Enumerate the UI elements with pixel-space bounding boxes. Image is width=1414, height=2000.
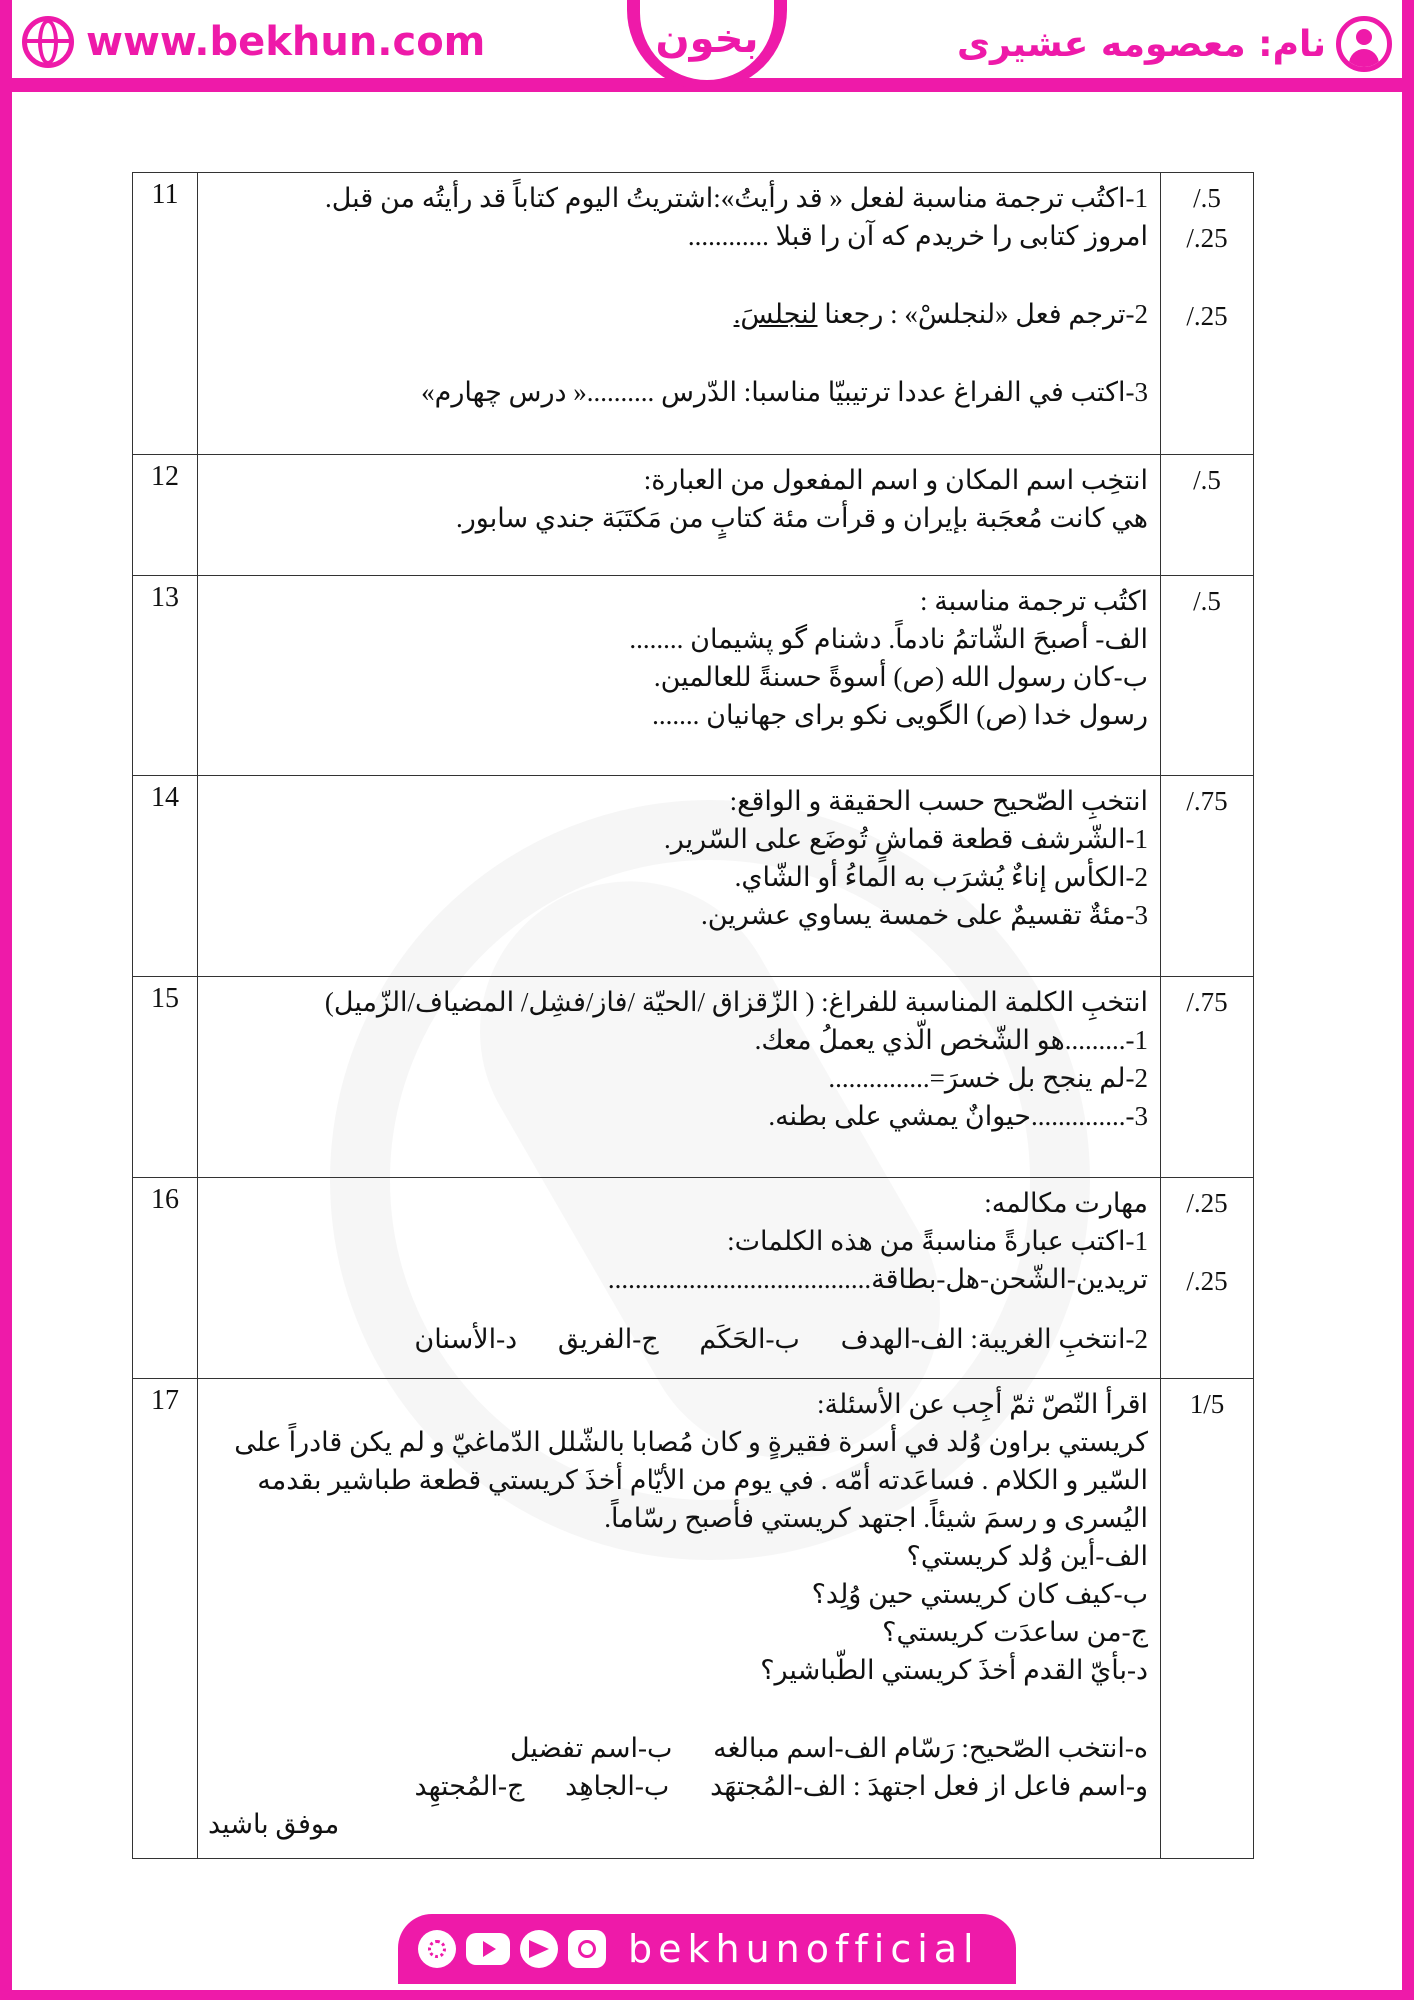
question-score (1161, 776, 1254, 977)
social-handle[interactable]: bekhunofficial (628, 1927, 980, 1971)
question-options (208, 1767, 1148, 1805)
instagram-icon[interactable] (568, 1930, 606, 1968)
question-line: ب-كيف كان كريستي حين وُلِد؟ (811, 1579, 1148, 1609)
question-line: اقرأ النّصّ ثمّ أجِب عن الأسئلة: (817, 1389, 1148, 1419)
score-value: /.25 (1186, 1266, 1228, 1296)
question-line: ج-من ساعدَت كريستي؟ (882, 1617, 1148, 1647)
telegram-icon[interactable] (520, 1930, 558, 1968)
question-line: 1-اكتب عبارةً مناسبةً من هذه الكلمات: (727, 1226, 1148, 1256)
question-line: رسول خدا (ص) الگویی نکو برای جهانیان ....... (652, 700, 1148, 730)
closing-note: موفق باشید (208, 1809, 340, 1839)
question-line: 2-لم ينجح بل خسرَ=............... (828, 1063, 1148, 1093)
question-number: 11 (133, 173, 198, 455)
option: و-اسم فاعل از فعل اجتهدَ : الف-المُجتهَد (710, 1771, 1148, 1801)
question-row (133, 776, 1254, 977)
question-content (198, 1379, 1161, 1859)
question-options (208, 1320, 1148, 1358)
option: ه-انتخب الصّحيح: رَسّام الف-اسم مبالغه (713, 1733, 1148, 1763)
option: ج-المُجتهِد (414, 1771, 525, 1801)
question-line: 2-الكأس إناءٌ يُشرَب به الماءُ أو الشّاي. (734, 862, 1148, 892)
score-value: 1/5 (1189, 1389, 1225, 1419)
student-name: نام: معصومه عشیری (957, 23, 1326, 65)
question-score (1161, 1178, 1254, 1379)
question-content (198, 1178, 1161, 1379)
question-score (1161, 576, 1254, 776)
question-line: تريدين-الشّحن-هل-بطاقة....................................... (607, 1264, 1148, 1294)
question-row (133, 1178, 1254, 1379)
question-row (133, 173, 1254, 455)
score-value: /.5 (1193, 183, 1221, 213)
youtube-icon[interactable] (466, 1933, 510, 1965)
question-line: السّير و الكلام . فساعَدته أمّه . في يوم من الأيّام أخذَ كريستي قطعة طباشير بقدمه (257, 1465, 1148, 1495)
option: د-الأسنان (414, 1324, 518, 1354)
reel-icon[interactable] (418, 1930, 456, 1968)
question-content (198, 173, 1161, 455)
question-score (1161, 1379, 1254, 1859)
question-line: اكتُب ترجمة مناسبة : (919, 586, 1148, 616)
question-line: انتخبِ الصّحيح حسب الحقيقة و الواقع: (729, 786, 1148, 816)
question-line (208, 295, 1148, 333)
score-value: /.25 (1186, 1188, 1228, 1218)
option: ج-الفريق (557, 1324, 659, 1354)
score-value: /.5 (1193, 465, 1221, 495)
question-score (1161, 173, 1254, 455)
question-line: الف- أصبحَ الشّاتمُ نادماً. دشنام گو پشیمان ........ (629, 624, 1148, 654)
score-value: /.5 (1193, 586, 1221, 616)
question-line: هي كانت مُعجَبة بإيران و قرأت مئة كتابٍ من مَكتَبَة جندي سابور. (455, 503, 1148, 533)
question-line: اليُسرى و رسمَ شيئاً. اجتهد كريستي فأصبح رسّاماً. (604, 1503, 1148, 1533)
question-line-part: 2-ترجم فعل «لنجلسْ» : رجعنا (817, 299, 1148, 329)
exam-table (132, 172, 1254, 1859)
option: ب-اسم تفضیل (509, 1733, 673, 1763)
option: ب-الحَكَم (699, 1324, 800, 1354)
question-line: انتخِب اسم المكان و اسم المفعول من العبارة: (643, 465, 1148, 495)
score-value: /.25 (1186, 223, 1228, 253)
question-line: 1-الشّرشف قطعة قماشٍ تُوضَع على السّرير. (664, 824, 1148, 854)
option: 2-انتخبِ الغريبة: الف-الهدف (840, 1324, 1148, 1354)
option: ب-الجاهِد (565, 1771, 670, 1801)
question-content (198, 977, 1161, 1178)
question-line: 3-..............حيوانٌ يمشي على بطنه. (768, 1101, 1148, 1131)
question-row (133, 576, 1254, 776)
question-line: 3-اکتب في الفراغ عددا ترتيبيّا مناسبا: الدّرس ..........« درس چهارم» (421, 377, 1148, 407)
social-bar (398, 1914, 1016, 1984)
question-score (1161, 977, 1254, 1178)
question-content (198, 576, 1161, 776)
question-number: 15 (133, 977, 198, 1178)
score-value: /.25 (1186, 301, 1228, 331)
question-number: 16 (133, 1178, 198, 1379)
question-number: 13 (133, 576, 198, 776)
question-number: 12 (133, 455, 198, 576)
question-row (133, 977, 1254, 1178)
score-value: /.75 (1186, 987, 1228, 1017)
underlined-word: لنجلسَ. (733, 299, 818, 329)
question-line: 1-اکتُب ترجمة مناسبة لفعل « قد رأيتُ»:اشتريتُ اليوم كتاباً قد رأيتُه من قبل. (324, 183, 1148, 213)
question-line: الف-أين وُلد كريستي؟ (906, 1541, 1148, 1571)
question-options (208, 1729, 1148, 1767)
question-line: د-بأيّ القدم أخذَ كريستي الطّباشير؟ (760, 1655, 1148, 1685)
question-score (1161, 455, 1254, 576)
question-line: مهارت مکالمه: (984, 1188, 1148, 1218)
question-row (133, 455, 1254, 576)
logo-text: بخون (655, 16, 759, 62)
question-content (198, 776, 1161, 977)
question-line: انتخبِ الكلمة المناسبة للفراغ: ( الزّقزاق /الحيّة /فاز/فشِل/ المضياف/الزّميل) (324, 987, 1148, 1017)
question-line: 3-مئةٌ تقسيمٌ على خمسة يساوي عشرين. (700, 900, 1148, 930)
score-value: /.75 (1186, 786, 1228, 816)
site-url[interactable]: www.bekhun.com (86, 19, 486, 65)
question-line: كريستي براون وُلد في أسرة فقيرةٍ و كان مُصابا بالشّلل الدّماغيّ و لم يكن قادراً على (234, 1427, 1148, 1457)
question-line: امروز کتابی را خریدم که آن را قبلا ............ (687, 221, 1148, 251)
question-number: 17 (133, 1379, 198, 1859)
question-row (133, 1379, 1254, 1859)
question-line: 1-.........هو الشّخص الّذي يعملُ معك. (754, 1025, 1148, 1055)
question-number: 14 (133, 776, 198, 977)
question-line: ب-كان رسول الله (ص) أسوةً حسنةً للعالمين. (653, 662, 1148, 692)
question-content (198, 455, 1161, 576)
